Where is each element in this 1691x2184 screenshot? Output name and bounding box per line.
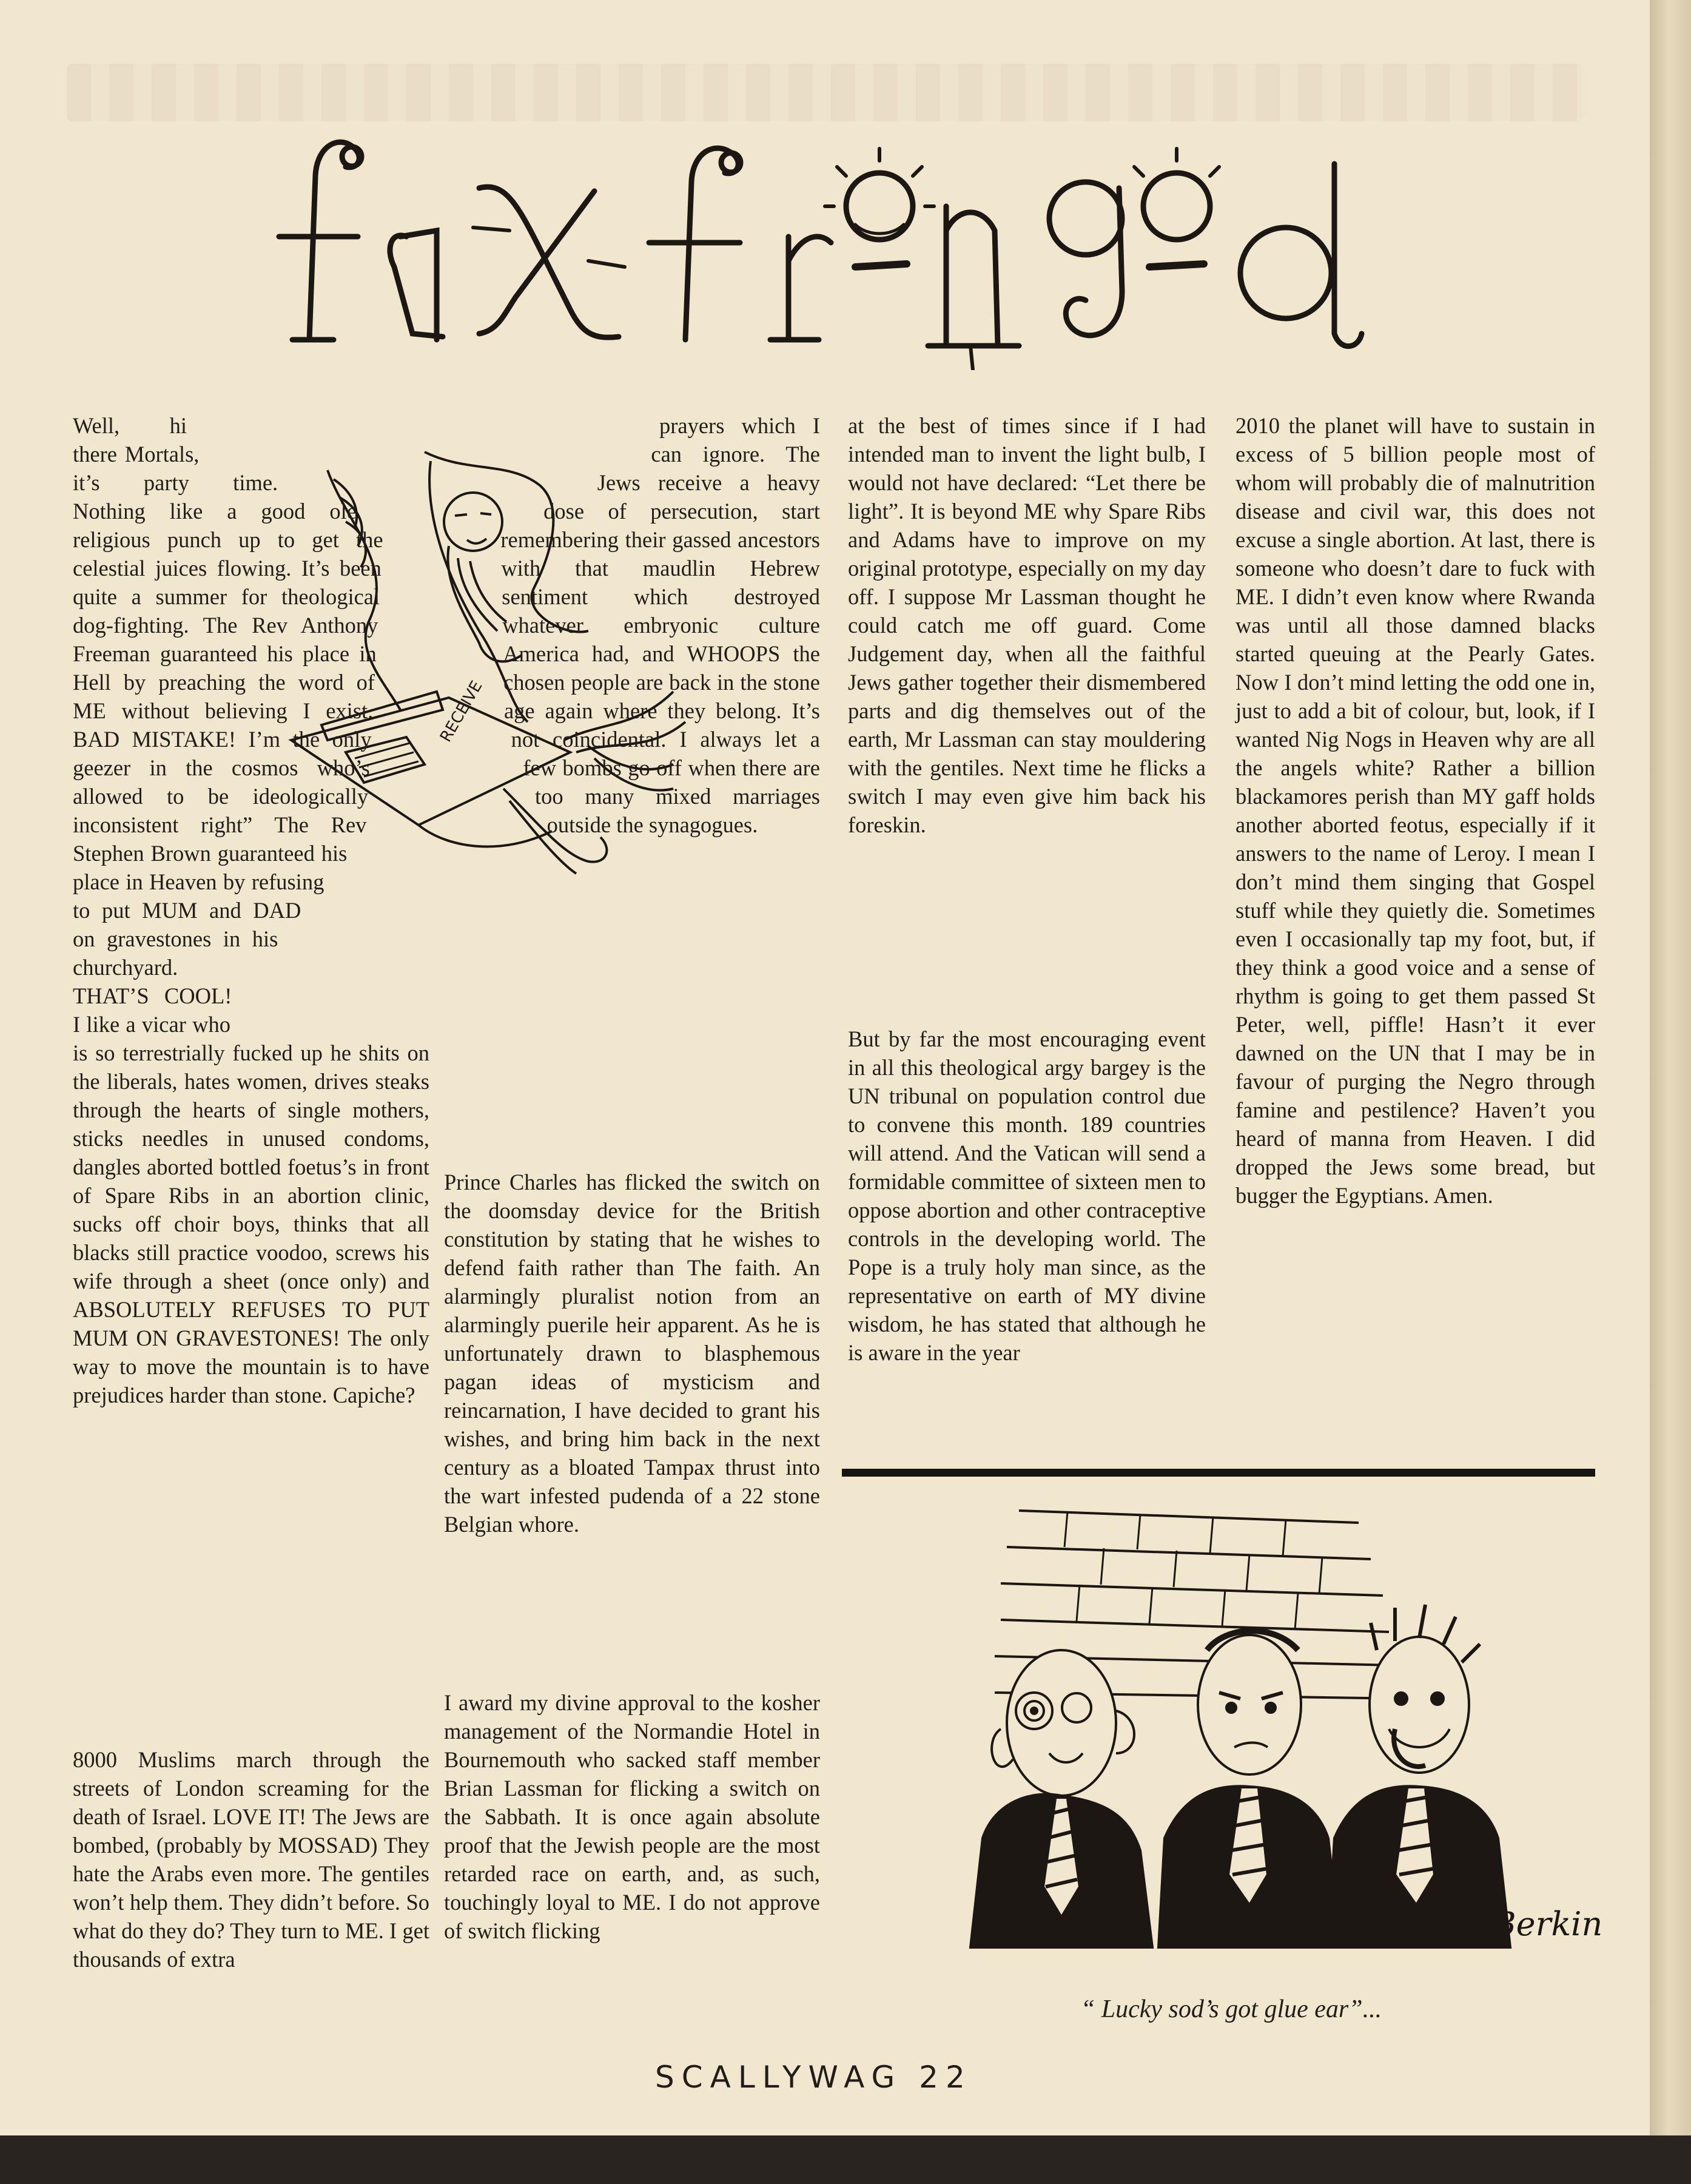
letter-n: [928, 206, 1019, 370]
letter-d: [1240, 164, 1362, 346]
letter-x: [473, 187, 625, 337]
man-middle: [1158, 1631, 1340, 1947]
section-divider-rule: [842, 1469, 1595, 1477]
column-4-paragraph-1: 2010 the planet will have to sustain in excess of 5 billion people most of whom will probably die of malnutrition disease and civil war, this does not excuse a single abortion. At last, there is someone who doesn’t dare to fuck with ME. I didn’t even know where Rwanda was until all those damned blacks started queuing at the Pearly Gates. Now I don’t mind letting the odd one in, just to add a bit of colour, but, look, if I wanted Nig Nogs in Heaven why are all the angels white? Rather a billion blackamores perish than MY gaff holds another aborted feotus, especially if it answers to the name of Leroy. I mean I don’t mind them singing that Gospel stuff while they quietly die. Sometimes even I occasionally tap my foot, but, if they think a good voice and a sense of rhythm is going to get them passed St Peter, well, piffle! Hasn’t it ever dawned on the UN that I may be in favour of purging the Negro through famine and pestilence? Haven’t you heard of manna from Heaven. I did dropped the Jews some bread, but bugger the Egyptians. Amen.: [1235, 413, 1595, 1208]
column-2-paragraph-1: [444, 411, 820, 1015]
letter-o-sun-2: [1134, 149, 1219, 267]
column-1-paragraph-1-text: Well, hi there Mortals, it’s party time. Nothing like a good ole religious punch up to get the celestial juices flowing. It’s been quite a summer for theological dog-fighting. The Rev Anthony Freeman guaranteed his place in Hell by preaching the word of ME without believing I exist. BAD MISTAKE! I’m the only geezer in the cosmos who’s allowed to be ideologically inconsistent right” The Rev Stephen Brown guaranteed his place in Heaven by refusing to put MUM and DAD on gravestones in his churchyard. THAT’S COOL! I like a vicar who is so terrestrially fucked up he shits on the liberals, hates women, drives steaks through the hearts of single mothers, sticks needles in unused condoms, dangles aborted bottled foetus’s in front of Spare Ribs in an abortion clinic, sucks off choir boys, thinks that all blacks still practice voodoo, screws his wife through a sheet (once only) and ABSOLUTELY REFUSES TO PUT MUM ON GRAVESTONES! The only way to move the mountain is to have prejudices harder than stone. Capiche?: [73, 413, 429, 1407]
man-right: [1328, 1605, 1510, 1947]
letter-f-2: [649, 148, 741, 340]
fax-label: RECEIVE: [437, 678, 486, 746]
page-number: 22: [919, 2060, 972, 2095]
letter-a: [390, 231, 443, 340]
column-2-paragraph-3: I award my divine approval to the kosher management of the Normandie Hotel in Bournemouth who sacked staff member Brian Lassman for flicking a switch on the Sabbath. It is once again absolute proof that the Jewish people are the most retarded race on earth, and, as such, touchingly loyal to ME. I do not approve of switch flicking: [444, 1690, 820, 1943]
letter-g: [1049, 182, 1122, 335]
column-2-paragraph-1-text: prayers which I can ignore. The Jews receive a heavy dose of persecution, start remembering their gassed ancestors with that maudlin Hebrew sentiment which destroyed whatever embryonic culture America had, and WHOOPS the chosen people are back in the stone age again where they belong. It’s not coincidental. I always let a few bombs go off when there are too many mixed marriages outside the synagogues.: [500, 413, 820, 837]
artist-signature: Berkin: [1492, 1905, 1603, 1943]
letter-o-sun: [825, 149, 934, 267]
column-1-paragraph-2: 8000 Muslims march through the streets of London screaming for the death of Israel. LOVE IT! The Jews are bombed, (probably by MOSSAD) They hate the Arabs even more. The gentiles won’t help them. They didn’t before. So what do they do? They turn to ME. I get thousands of extra: [73, 1747, 429, 1972]
column-1-paragraph-1: [73, 411, 429, 1409]
cartoon-caption: “ Lucky sod’s got glue ear”...: [1080, 1995, 1382, 2023]
column-2-paragraph-2: Prince Charles has flicked the switch on the doomsday device for the British constitution by stating that he wishes to defend faith rather than The faith. An alarmingly pluralist notion from an alarmingly puerile heir apparent. As he is unfortunately drawn to blasphemous pagan ideas of mysticism and reincarnation, I have decided to grant his wishes, and bring him back in the next century as a bloated Tampax thrust into the wart infested pudenda of a 22 stone Belgian whore.: [444, 1170, 820, 1537]
masthead: [255, 91, 1444, 370]
letter-f: [279, 142, 361, 340]
letter-r: [770, 237, 831, 340]
cartoon-three-men: [910, 1498, 1613, 1972]
publication-name: SCALLYWAG: [655, 2060, 903, 2095]
column-3-paragraph-1: at the best of times since if I had intended man to invent the light bulb, I would not have declared: “Let there be light”. It is beyond ME why Spare Ribs and Adams have to improve on my original prototype, especially on my day off. I suppose Mr Lassman thought he could catch me off guard. Come Judgement day, when all the faithful Jews gather together their dismembered parts and dig themselves out of the earth, Mr Lassman can stay mouldering with the gentiles. Next time he flicks a switch I may even give him back his foreskin.: [848, 413, 1206, 837]
binding-spine: [1650, 0, 1691, 2135]
column-3-paragraph-2: But by far the most encouraging event in all this theological argy bargey is the UN tribunal on population control due to convene this month. 189 countries will attend. And the Vatican will send a formidable committee of sixteen men to oppose abortion and other contraceptive controls in the developing world. The Pope is a truly holy man since, as the representative on earth of MY divine wisdom, he has stated that although he is aware in the year: [848, 1026, 1206, 1365]
scan-bottom-band: [0, 2135, 1691, 2184]
masthead-lettering: [255, 91, 1444, 370]
page-footer: [655, 2060, 1019, 2095]
